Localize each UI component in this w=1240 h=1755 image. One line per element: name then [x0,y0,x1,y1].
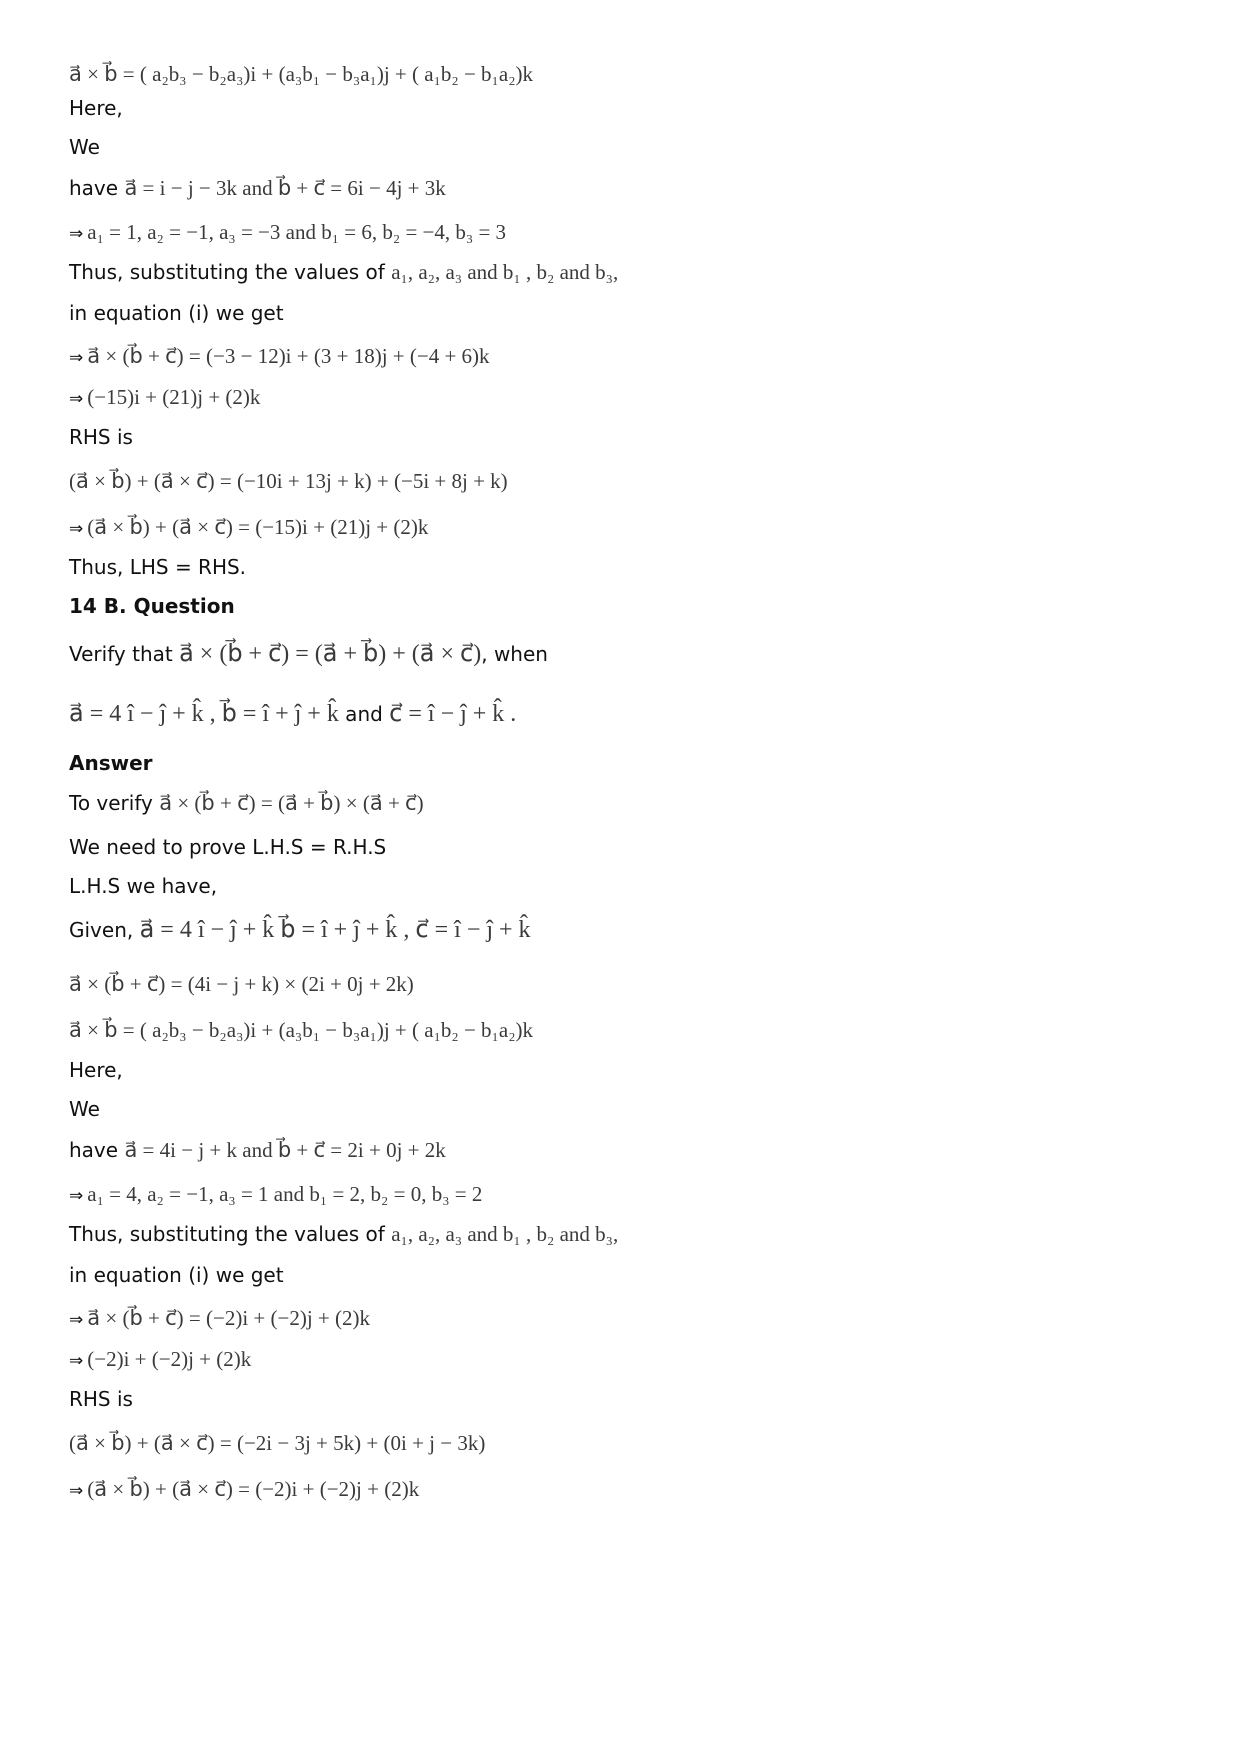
lhs-result-line [69,1345,251,1375]
text-line: We [69,135,100,159]
math-expression: a⃗ = i − j − 3k and b⃗ + c⃗ = 6i − 4j + 3k [124,176,446,200]
implies-arrow: ⇒ [69,1186,84,1206]
lhs-expansion-line [69,342,490,372]
given-vectors-line [69,1136,446,1164]
line-prefix: have [69,176,125,200]
implies-arrow: ⇒ [69,224,84,244]
math-expression: a₁, a₂, a₃ and b₁ , b₂ and b₃, [391,1222,619,1246]
substitution-line [69,258,618,286]
line-prefix: Verify that [69,642,180,666]
implies-arrow: ⇒ [69,1351,84,1371]
conclusion-line: Thus, LHS = RHS. [69,555,247,579]
line-prefix: Given, [69,918,140,942]
text-line: in equation (i) we get [69,301,284,325]
rhs-expansion-line: (a⃗ × b⃗) + (a⃗ × c⃗) = (−10i + 13j + k) + (−5i + 8j + k) [69,469,508,493]
lhs-setup-line: a⃗ × (b⃗ + c⃗) = (4i − j + k) × (2i + 0j + 2k) [69,972,414,996]
text-line: We need to prove L.H.S = R.H.S [69,835,387,859]
math-expression: a⃗ × (b⃗ + c⃗) = (a⃗ + b⃗) × (a⃗ + c⃗) [159,791,424,815]
math-expression: a⃗ = 4 î − ĵ + k̂ , b⃗ = î + ĵ + k̂ [69,701,339,727]
component-values-line [69,218,506,248]
math-expression: a₁ = 4, a₂ = −1, a₃ = 1 and b₁ = 2, b₂ = 0, b₃ = 2 [87,1182,483,1206]
math-expression: (a⃗ × b⃗) + (a⃗ × c⃗) = (−2)i + (−2)j + (2)k [87,1477,420,1501]
math-expression: (a⃗ × b⃗) + (a⃗ × c⃗) = (−15)i + (21)j + (2)k [87,515,429,539]
cross-product-formula: a⃗ × b⃗ = ( a₂b₃ − b₂a₃)i + (a₃b₁ − b₃a₁)j + ( a₁b₂ − b₁a₂)k [69,1018,534,1042]
line-prefix: Thus, substituting the values of [69,1222,392,1246]
question-statement [69,640,548,668]
text-line: L.H.S we have, [69,874,218,898]
text-line: Here, [69,96,123,120]
math-expression: a₁ = 1, a₂ = −1, a₃ = −3 and b₁ = 6, b₂ = −4, b₃ = 3 [87,220,507,244]
implies-arrow: ⇒ [69,1310,84,1330]
line-prefix: Thus, substituting the values of [69,260,392,284]
question-vectors [69,700,516,728]
text-line: in equation (i) we get [69,1263,284,1287]
implies-arrow: ⇒ [69,389,84,409]
rhs-result-line [69,1475,419,1505]
implies-arrow: ⇒ [69,519,84,539]
math-expression: a⃗ × (b⃗ + c⃗) = (−2)i + (−2)j + (2)k [87,1306,371,1330]
line-suffix: , when [481,642,548,666]
math-expression: a⃗ = 4i − j + k and b⃗ + c⃗ = 2i + 0j + 2k [124,1138,446,1162]
answer-heading: Answer [69,751,153,775]
substitution-line [69,1220,618,1248]
given-line [69,916,531,944]
rhs-expansion-line: (a⃗ × b⃗) + (a⃗ × c⃗) = (−2i − 3j + 5k) + (0i + j − 3k) [69,1431,486,1455]
cross-product-formula: a⃗ × b⃗ = ( a₂b₃ − b₂a₃)i + (a₃b₁ − b₃a₁)j + ( a₁b₂ − b₁a₂)k [69,62,534,86]
math-expression: (−15)i + (21)j + (2)k [87,385,261,409]
text-line: RHS is [69,425,133,449]
implies-arrow: ⇒ [69,1481,84,1501]
component-values-line [69,1180,482,1210]
math-expression: a₁, a₂, a₃ and b₁ , b₂ and b₃, [391,260,619,284]
text-line: We [69,1097,100,1121]
text-line: Here, [69,1058,123,1082]
math-expression: (−2)i + (−2)j + (2)k [87,1347,252,1371]
math-expression: a⃗ × (b⃗ + c⃗) = (−3 − 12)i + (3 + 18)j + (−4 + 6)k [87,344,490,368]
implies-arrow: ⇒ [69,348,84,368]
lhs-expansion-line [69,1304,370,1334]
question-heading: 14 B. Question [69,594,235,618]
math-expression: c⃗ = î − ĵ + k̂ . [389,701,517,727]
math-expression: a⃗ = 4 î − ĵ + k̂ b⃗ = î + ĵ + k̂ , c⃗ = î − ĵ + k̂ [139,917,531,943]
text-line: RHS is [69,1387,133,1411]
line-prefix: have [69,1138,125,1162]
to-verify-line [69,789,424,817]
line-mid: and [338,702,390,726]
given-vectors-line [69,174,446,202]
math-expression: a⃗ × (b⃗ + c⃗) = (a⃗ + b⃗) + (a⃗ × c⃗) [179,641,482,667]
rhs-result-line [69,513,428,543]
lhs-result-line [69,383,260,413]
line-prefix: To verify [69,791,160,815]
